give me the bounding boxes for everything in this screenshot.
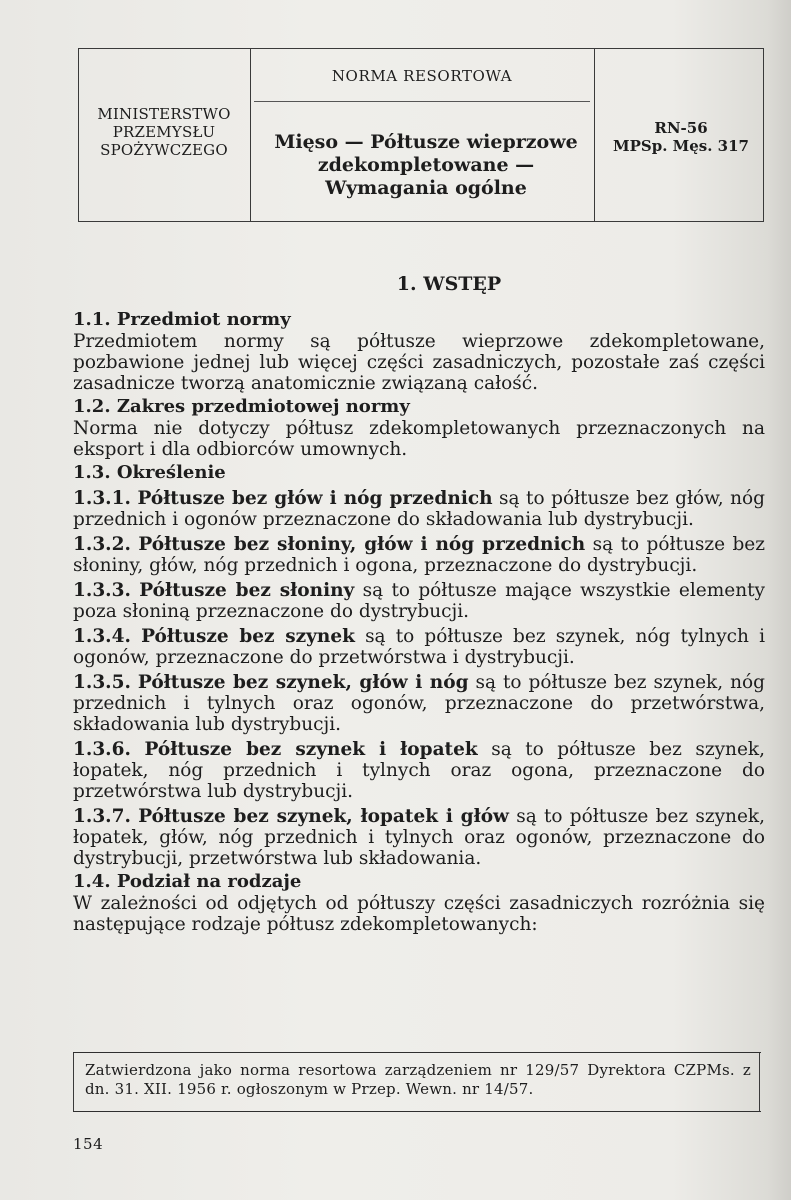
norma-code: RN-56 MPSp. Męs. 317 [613, 119, 749, 155]
definition-item [73, 488, 765, 530]
paragraph: Norma nie dotyczy półtusz zdekompletowanych przeznaczonych na eksport i dla odbiorców umownych. [73, 418, 765, 460]
section-title: 1.4. Podział na rodzaje [73, 871, 302, 892]
definition-term: Półtusze bez szynek i łopatek [144, 739, 478, 760]
chapter-title: 1. WSTĘP [396, 273, 502, 295]
definition-text: są to półtusze bez głów, nóg przednich i ogonów przeznaczone do składowania lub dystrybucji. [73, 488, 765, 530]
approval-border-right [759, 1053, 760, 1111]
definition-item [73, 534, 765, 576]
definition-term: Półtusze bez słoniny [139, 580, 355, 601]
definition-number: 1.3.5. [73, 672, 131, 693]
definition-term: Półtusze bez szynek, łopatek i głów [138, 806, 509, 827]
section-title: 1.1. Przedmiot normy [73, 309, 291, 330]
page-number: 154 [73, 1135, 104, 1153]
document-body [73, 273, 765, 935]
definition-number: 1.3.2. [73, 534, 131, 555]
definition-term: Półtusze bez szynek, głów i nóg [137, 672, 469, 693]
approval-text: Zatwierdzona jako norma resortowa zarządzeniem nr 129/57 Dyrektora CZPMs. z dn. 31. XII. 1956 r. ogłoszonym w Przep. Wewn. nr 14/57. [85, 1061, 751, 1098]
definition-term: Półtusze bez głów i nóg przednich [137, 488, 493, 509]
definition-term: Półtusze bez słoniny, głów i nóg przednich [138, 534, 586, 555]
definition-item [73, 672, 765, 735]
definition-number: 1.3.1. [73, 488, 131, 509]
definition-item [73, 739, 765, 802]
section-title: 1.2. Zakres przedmiotowej normy [73, 396, 410, 417]
ministry-name: MINISTERSTWO PRZEMYSŁU SPOŻYWCZEGO [97, 105, 231, 159]
paragraph: W zależności od odjętych od półtuszy części zasadniczych rozróżnia się następujące rodzaje półtusz zdekompletowanych: [73, 893, 765, 935]
definition-item [73, 806, 765, 869]
definition-text: są to półtusze bez szynek, nóg przednich i tylnych oraz ogonów, przeznaczone do przetwórstwa, składowania lub dystrybucji. [73, 672, 765, 735]
norma-type: NORMA RESORTOWA [331, 67, 513, 85]
definition-item [73, 626, 765, 668]
paragraph: Przedmiotem normy są półtusze wieprzowe zdekompletowane, pozbawione jednej lub więcej części zasadniczych, pozostałe zaś części zasadnicze tworzą anatomicznie związaną całość. [73, 331, 765, 394]
definition-number: 1.3.3. [73, 580, 131, 601]
norm-header [78, 48, 764, 222]
approval-border-left [73, 1053, 74, 1111]
definition-number: 1.3.6. [73, 739, 131, 760]
norma-title: Mięso — Półtusze wieprzowe zdekompletowane — Wymagania ogólne [274, 131, 578, 199]
definition-text: są to półtusze bez szynek, łopatek, nóg przednich i tylnych oraz ogona, przeznaczone do przetwórstwa lub dystrybucji. [73, 739, 765, 802]
definition-item [73, 580, 765, 622]
definition-number: 1.3.4. [73, 626, 131, 647]
definition-number: 1.3.7. [73, 806, 131, 827]
section-title: 1.3. Określenie [73, 462, 226, 483]
definition-text: są to półtusze bez szynek, nóg tylnych i ogonów, przeznaczone do przetwórstwa i dystrybucji. [73, 626, 765, 668]
definition-text: są to półtusze mające wszystkie elementy poza słoniną przeznaczone do dystrybucji. [73, 580, 766, 622]
definition-text: są to półtusze bez szynek, łopatek, głów, nóg przednich i tylnych oraz ogonów, przeznaczone do dystrybucji, przetwórstwa lub składowania. [73, 806, 765, 869]
header-inner-rule [254, 101, 590, 102]
definition-text: są to półtusze bez słoniny, głów, nóg przednich i ogona, przeznaczone do dystrybucji. [73, 534, 765, 576]
definition-term: Półtusze bez szynek [141, 626, 355, 647]
approval-note [73, 1052, 761, 1112]
